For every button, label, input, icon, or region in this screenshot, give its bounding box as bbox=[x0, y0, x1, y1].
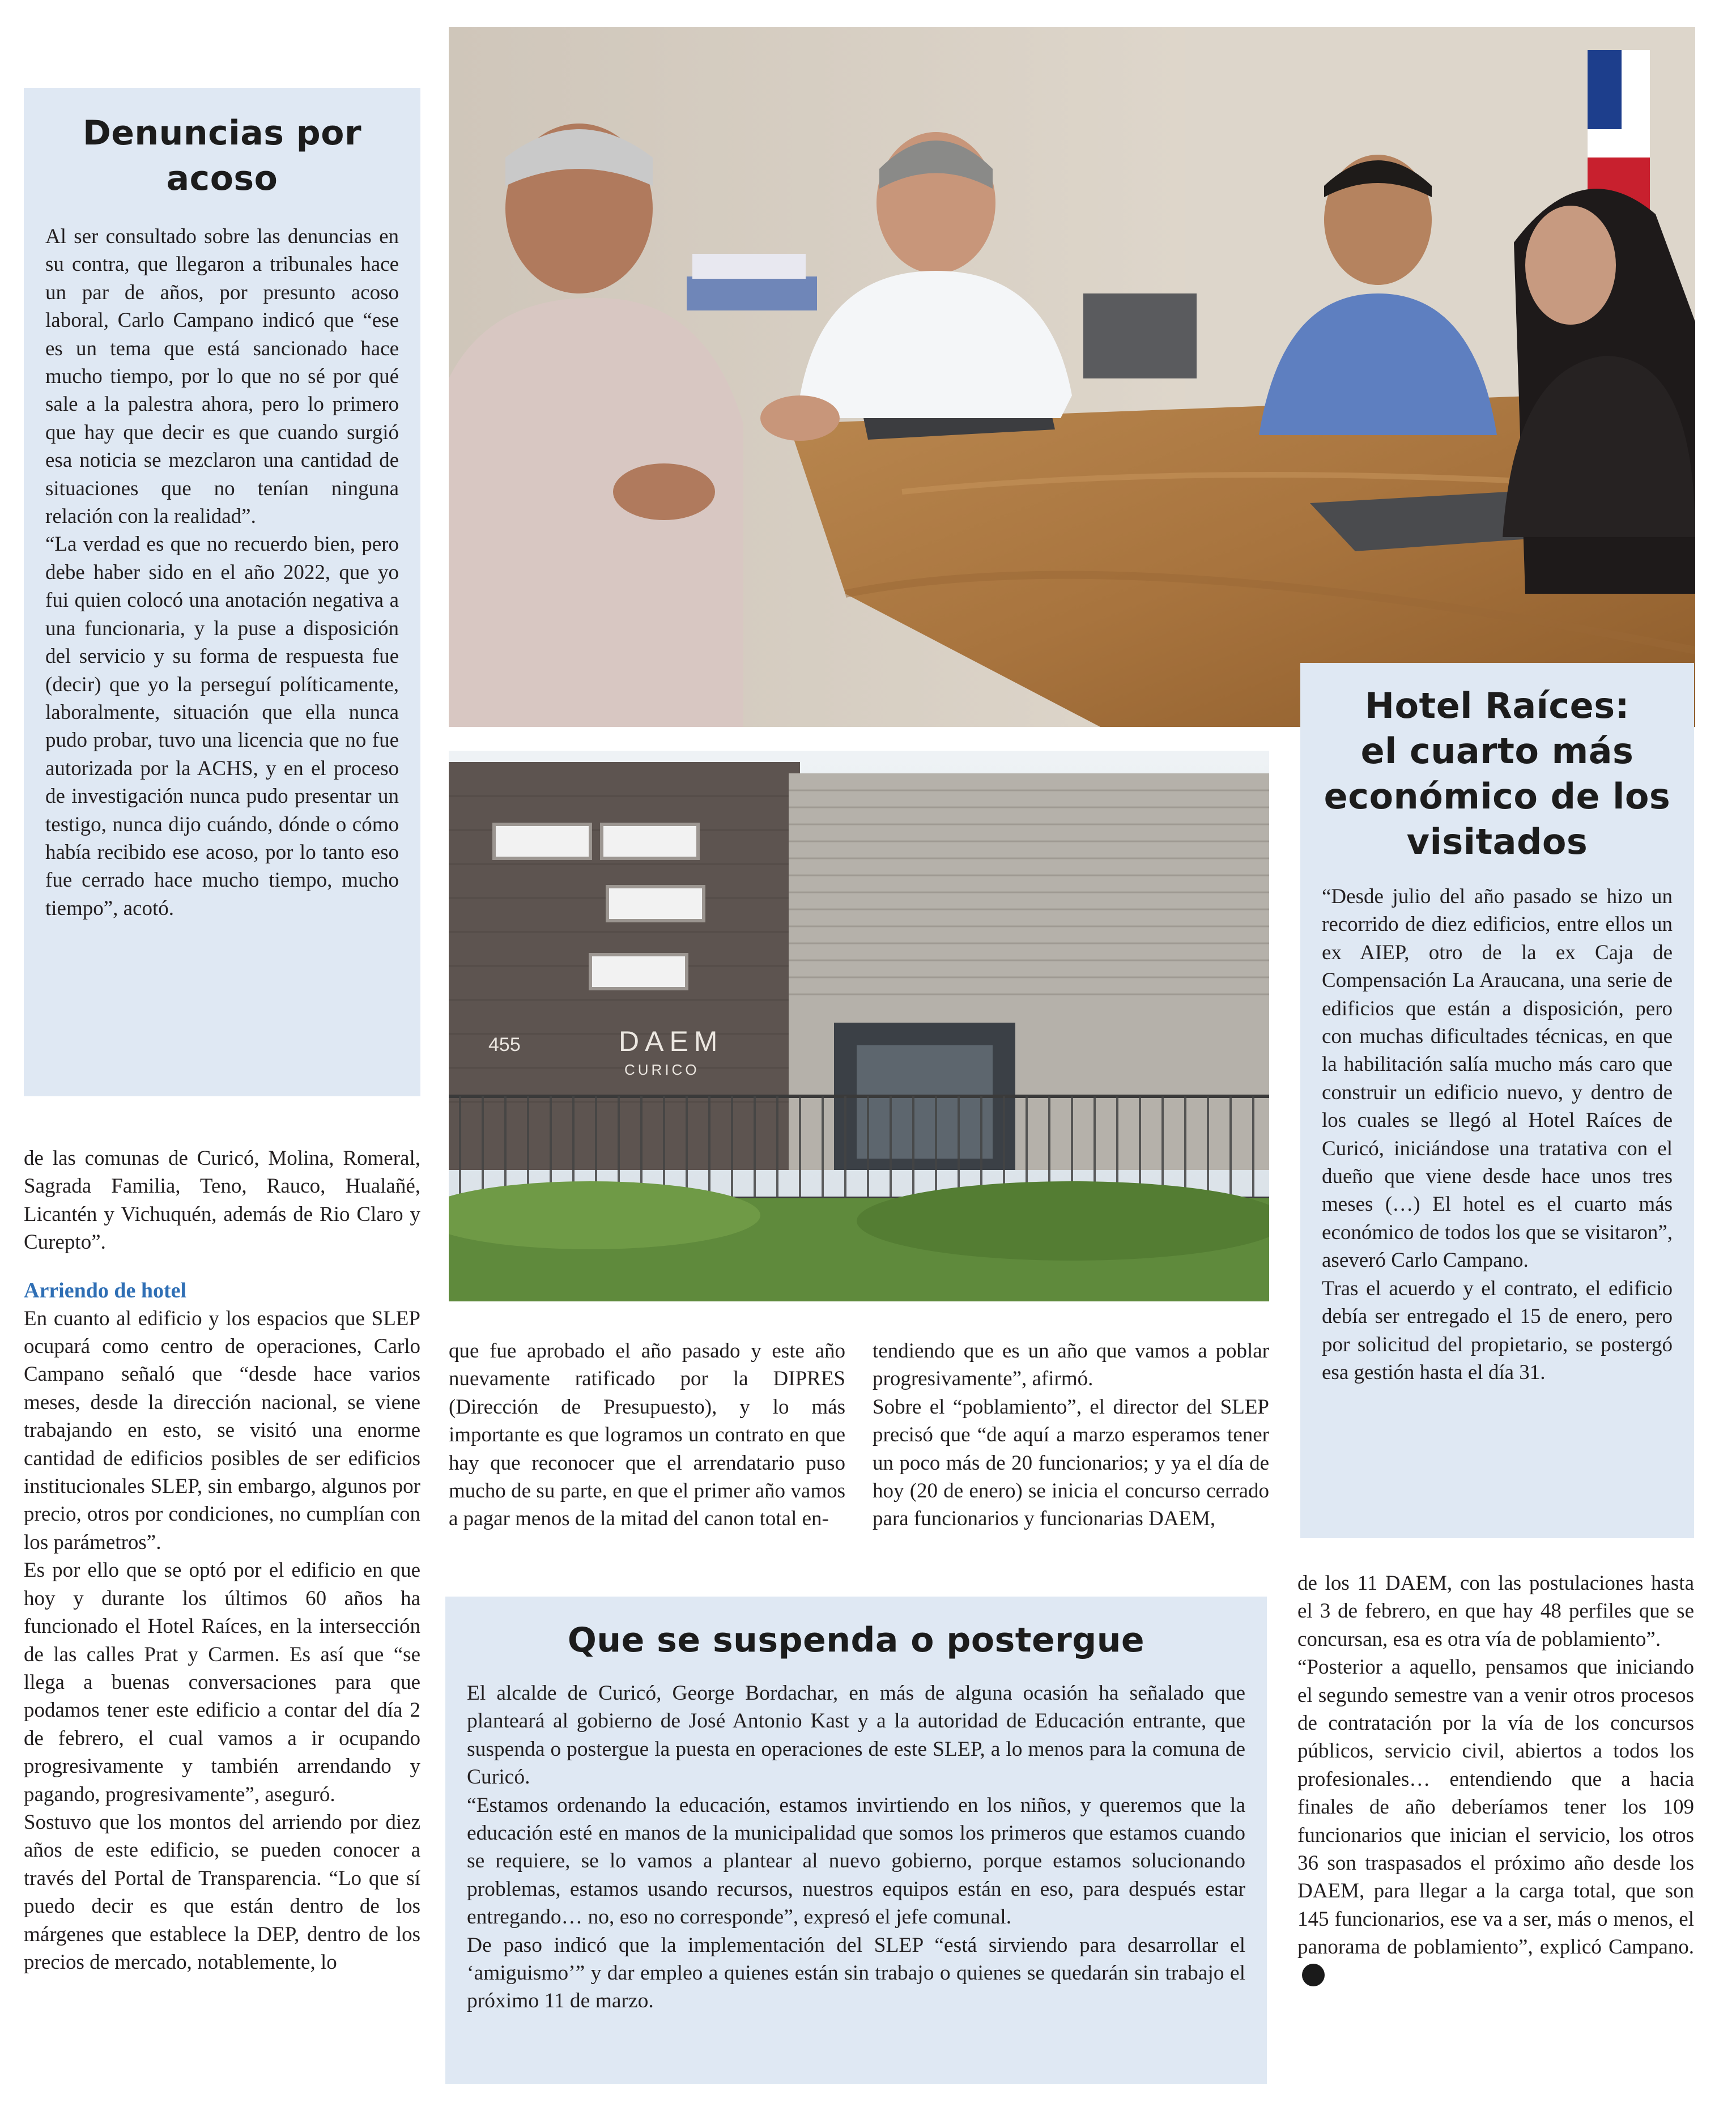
paragraph: De paso indicó que la implementación del SLEP “está sirviendo para desarrollar el ‘amiguismo’” y dar empleo a quienes están sin trabajo o quienes se quedarán sin trabajo el próximo 11 de marzo. bbox=[467, 1933, 1245, 2013]
box-suspenda-title: Que se suspenda o postergue bbox=[567, 1620, 1145, 1660]
box-suspenda bbox=[445, 1597, 1267, 2084]
sidebar-box-hotel bbox=[1300, 663, 1694, 1538]
paragraph: Al ser consultado sobre las denuncias en su contra, que llegaron a tribunales hace un par de años, por presunto acoso laboral, Carlo Campano indicó que “ese es un tema que está sancionado hace mucho tiempo, por lo que no sé por qué sale a la palestra ahora, pero lo primero que hay que decir es que cuando surgió esa noticia se mezclaron una cantidad de situaciones que no tenían ninguna relación con la realidad”. bbox=[45, 225, 399, 529]
box-hotel-body bbox=[1300, 865, 1694, 1386]
meeting-photo-illustration bbox=[449, 27, 1695, 727]
paragraph: de las comunas de Curicó, Molina, Romeral, Sagrada Familia, Teno, Rauco, Hualañé, Licantén y Vichuquén, además de Rio Claro y Curepto”. bbox=[24, 1147, 420, 1254]
end-of-article-icon bbox=[1302, 1964, 1325, 1986]
title-line: Hotel Raíces: bbox=[1365, 685, 1629, 726]
box-denuncias-body bbox=[24, 201, 420, 922]
paragraph: tendiendo que es un año que vamos a poblar progresivamente”, afirmó. bbox=[873, 1339, 1269, 1391]
paragraph: Es por ello que se optó por el edificio en que hoy y durante los últimos 60 años ha funcionado el Hotel Raíces, en la intersección de las calles Prat y Carmen. Es así que “se llega a buenas conversaciones para que podamos tener este edificio a contar del día 2 de febrero, el cual vamos a ir ocupando progresivamente y también arrendando y pagando, progresivamente”, aseguró. bbox=[24, 1559, 420, 1806]
building-name-sign: DAEM bbox=[619, 1025, 724, 1057]
person-right-woman bbox=[1503, 189, 1695, 594]
column-right bbox=[1297, 1569, 1694, 1989]
paragraph: Sostuvo que los montos del arriendo por diez años de este edificio, se pueden conocer a través del Portal de Transparencia. “Lo que sí puedo decir es que están dentro de los márgenes que establece la DEP, dentro de los precios de mercado, notablemente, lo bbox=[24, 1810, 420, 1974]
paragraph: “Estamos ordenando la educación, estamos invirtiendo en los niños, y queremos que la educación esté en manos de la municipalidad que somos los primeros que estamos cuando se requiere, se lo vamos a plantear al nuevo gobierno, porque estamos solucionando problemas, estamos usando recursos, nuestros equipos están en eso, para después estar entregando… no, eso no corresponde”, expresó el jefe comunal. bbox=[467, 1793, 1245, 1929]
column-mid-2 bbox=[873, 1337, 1269, 1533]
column-mid-1 bbox=[449, 1337, 845, 1533]
box-hotel-title bbox=[1300, 663, 1694, 865]
building-city-sign: CURICO bbox=[624, 1061, 700, 1078]
paragraph: “Desde julio del año pasado se hizo un recorrido de diez edificios, entre ellos un ex AIEP, otro de la ex Caja de Compensación La Araucana, una serie de edificios que están a disposición, pero con muchas dificultades técnicas, en que la habilitación salía mucho más caro que construir un edificio nuevo, y dentro de los cuales se llegó al Hotel Raíces de Curicó, iniciándose una tratativa con el dueño que viene desde hace unos tres meses (…) El hotel es el cuarto más económico de todos los que se visitaron”, aseveró Carlo Campano. bbox=[1322, 885, 1673, 1272]
meeting-photo bbox=[449, 27, 1695, 727]
paragraph bbox=[1297, 1653, 1694, 1989]
building-photo-illustration bbox=[449, 751, 1269, 1301]
paragraph-text: “Posterior a aquello, pensamos que iniciando el segundo semestre van a venir otros procesos de contratación por la vía de los concursos públicos, servicio civil, abiertos a todos los profesionales… entendiendo que a hacia finales de año deberíamos tener los 109 funcionarios que inician el servicio, los otros 36 son traspasados el próximo año desde los DAEM, para llegar a la carga total, que son 145 funcionarios, ese va a ser, más o menos, el panorama de poblamiento”, explicó Campano. bbox=[1297, 1655, 1694, 1959]
paragraph: que fue aprobado el año pasado y este año nuevamente ratificado por la DIPRES (Dirección de Presupuesto), y lo más importante es que logramos un contrato en que hay que reconocer que el arrendatario puso mucho de su parte, en que el primer año vamos a pagar menos de la mitad del canon total en- bbox=[449, 1339, 845, 1531]
building-photo bbox=[449, 751, 1269, 1301]
paragraph: “La verdad es que no recuerdo bien, pero debe haber sido en el año 2022, que yo fui quien colocó una anotación negativa a una funcionaria, y la puse a disposición del servicio y su forma de respuesta fue (decir) que yo la perseguí políticamente, laboralmente, situación que ella nunca pudo probar, tuvo una licencia que no fue autorizada por la ACHS, y en el proceso de investigación nunca pudo presentar un testigo, nunca dijo cuándo, dónde o cómo había recibido ese acoso, por lo tanto eso fue cerrado hace mucho tiempo, mucho tiempo”, acotó. bbox=[45, 533, 399, 920]
sidebar-box-denuncias bbox=[24, 88, 420, 1096]
paragraph: de los 11 DAEM, con las postulaciones hasta el 3 de febrero, en que hay 48 perfiles que se concursan, esa es otra vía de poblamiento”. bbox=[1297, 1572, 1694, 1651]
subhead-arriendo: Arriendo de hotel bbox=[24, 1278, 187, 1303]
paragraph: En cuanto al edificio y los espacios que SLEP ocupará como centro de operaciones, Carlo Campano señaló que “desde hace varios meses, desde la dirección nacional, se viene trabajando en esto, se visitó una enorme cantidad de edificios posibles de ser edificios institucionales SLEP, sin embargo, algunos por precio, otros por condiciones, no cumplían con los parámetros”. bbox=[24, 1306, 420, 1554]
column-left bbox=[24, 1144, 420, 1976]
title-line: visitados bbox=[1406, 821, 1588, 862]
paragraph: El alcalde de Curicó, George Bordachar, en más de alguna ocasión ha señalado que planteará al gobierno de José Antonio Kast y a la autoridad de Educación entrante, que suspenda o postergue la puesta en operaciones de este SLEP, a lo menos para la comuna de Curicó. bbox=[467, 1682, 1245, 1789]
building-number-sign: 455 bbox=[488, 1034, 521, 1056]
box-denuncias-title: Denuncias por acoso bbox=[82, 113, 362, 198]
paragraph: Tras el acuerdo y el contrato, el edificio debía ser entregado el 15 de enero, pero por solicitud del propietario, se postergó esa gestión hasta el día 31. bbox=[1322, 1276, 1673, 1384]
title-line: económico de los bbox=[1324, 776, 1671, 817]
box-suspenda-body bbox=[445, 1661, 1267, 2015]
title-line: el cuarto más bbox=[1360, 730, 1634, 772]
paragraph: Sobre el “poblamiento”, el director del SLEP precisó que “de aquí a marzo esperamos tener un poco más de 20 funcionarios; y ya el día de hoy (20 de enero) se inicia el concurso cerrado para funcionarios y funcionarias DAEM, bbox=[873, 1395, 1269, 1531]
